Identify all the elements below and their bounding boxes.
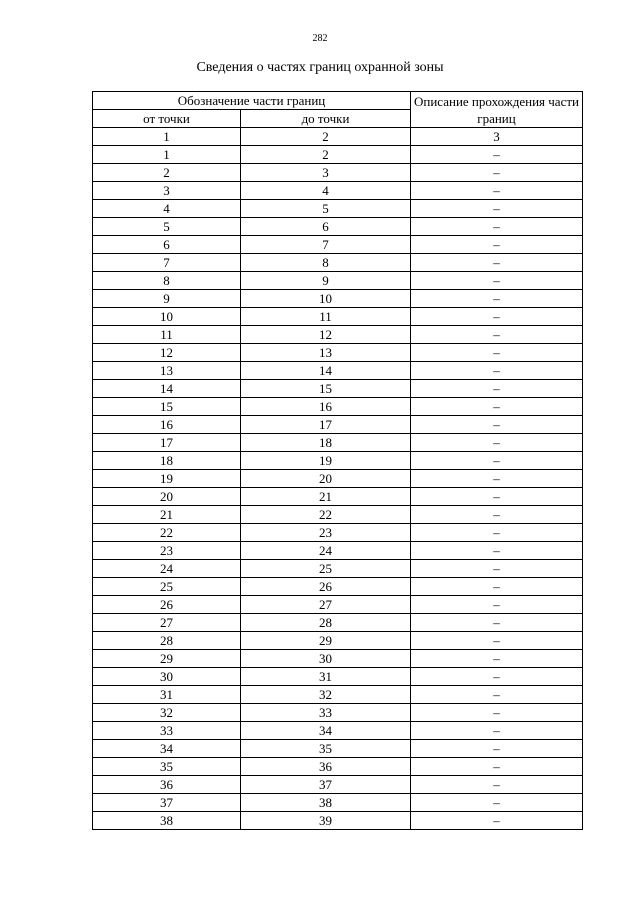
- table-row: [93, 254, 583, 272]
- cell-to-point: 31: [241, 668, 411, 686]
- table-row: [93, 560, 583, 578]
- cell-description: –: [411, 200, 583, 218]
- cell-description: –: [411, 542, 583, 560]
- cell-description: –: [411, 146, 583, 164]
- cell-to-point: 37: [241, 776, 411, 794]
- cell-to-point: 25: [241, 560, 411, 578]
- cell-from-point: 18: [93, 452, 241, 470]
- cell-description: –: [411, 578, 583, 596]
- table-row: [93, 686, 583, 704]
- cell-description: –: [411, 362, 583, 380]
- cell-description: –: [411, 596, 583, 614]
- cell-to-point: 21: [241, 488, 411, 506]
- cell-to-point: 36: [241, 758, 411, 776]
- cell-to-point: 39: [241, 812, 411, 830]
- cell-from-point: 30: [93, 668, 241, 686]
- cell-description: –: [411, 290, 583, 308]
- cell-from-point: 12: [93, 344, 241, 362]
- table-row: [93, 452, 583, 470]
- cell-to-point: 15: [241, 380, 411, 398]
- column-index-row: [93, 128, 583, 146]
- cell-to-point: 5: [241, 200, 411, 218]
- cell-from-point: 26: [93, 596, 241, 614]
- column-index-to: 2: [241, 128, 411, 146]
- cell-to-point: 23: [241, 524, 411, 542]
- cell-from-point: 29: [93, 650, 241, 668]
- cell-description: –: [411, 398, 583, 416]
- cell-from-point: 34: [93, 740, 241, 758]
- cell-description: –: [411, 524, 583, 542]
- table-row: [93, 326, 583, 344]
- cell-description: –: [411, 218, 583, 236]
- cell-description: –: [411, 488, 583, 506]
- cell-to-point: 3: [241, 164, 411, 182]
- cell-from-point: 1: [93, 146, 241, 164]
- header-boundary-designation: Обозначение части границ: [93, 92, 411, 110]
- column-index-from: 1: [93, 128, 241, 146]
- cell-from-point: 21: [93, 506, 241, 524]
- cell-to-point: 13: [241, 344, 411, 362]
- table-row: [93, 434, 583, 452]
- cell-to-point: 4: [241, 182, 411, 200]
- table-row: [93, 632, 583, 650]
- cell-description: –: [411, 308, 583, 326]
- cell-from-point: 33: [93, 722, 241, 740]
- cell-from-point: 4: [93, 200, 241, 218]
- table-row: [93, 182, 583, 200]
- cell-description: –: [411, 236, 583, 254]
- cell-description: –: [411, 668, 583, 686]
- cell-description: –: [411, 560, 583, 578]
- cell-to-point: 20: [241, 470, 411, 488]
- table-row: [93, 704, 583, 722]
- cell-to-point: 33: [241, 704, 411, 722]
- table-row: [93, 524, 583, 542]
- cell-to-point: 27: [241, 596, 411, 614]
- cell-description: –: [411, 704, 583, 722]
- cell-description: –: [411, 776, 583, 794]
- cell-to-point: 29: [241, 632, 411, 650]
- table-row: [93, 146, 583, 164]
- table-body: [93, 128, 583, 830]
- table-row: [93, 290, 583, 308]
- cell-description: –: [411, 272, 583, 290]
- cell-from-point: 38: [93, 812, 241, 830]
- table-row: [93, 218, 583, 236]
- table-row: [93, 272, 583, 290]
- cell-description: –: [411, 722, 583, 740]
- cell-description: –: [411, 380, 583, 398]
- table-row: [93, 668, 583, 686]
- cell-from-point: 32: [93, 704, 241, 722]
- table-row: [93, 398, 583, 416]
- cell-from-point: 9: [93, 290, 241, 308]
- cell-to-point: 35: [241, 740, 411, 758]
- cell-description: –: [411, 470, 583, 488]
- table-row: [93, 308, 583, 326]
- cell-from-point: 36: [93, 776, 241, 794]
- cell-description: –: [411, 506, 583, 524]
- cell-description: –: [411, 164, 583, 182]
- cell-to-point: 2: [241, 146, 411, 164]
- cell-from-point: 7: [93, 254, 241, 272]
- cell-from-point: 35: [93, 758, 241, 776]
- table-row: [93, 596, 583, 614]
- cell-to-point: 6: [241, 218, 411, 236]
- header-row-group: [93, 92, 583, 110]
- table-row: [93, 758, 583, 776]
- cell-from-point: 3: [93, 182, 241, 200]
- cell-from-point: 24: [93, 560, 241, 578]
- boundary-parts-table: [92, 91, 583, 830]
- cell-from-point: 11: [93, 326, 241, 344]
- table-row: [93, 362, 583, 380]
- cell-to-point: 14: [241, 362, 411, 380]
- cell-description: –: [411, 254, 583, 272]
- cell-description: –: [411, 614, 583, 632]
- cell-description: –: [411, 758, 583, 776]
- table-row: [93, 650, 583, 668]
- table-row: [93, 794, 583, 812]
- table-row: [93, 506, 583, 524]
- cell-to-point: 28: [241, 614, 411, 632]
- cell-from-point: 31: [93, 686, 241, 704]
- cell-from-point: 37: [93, 794, 241, 812]
- table-row: [93, 740, 583, 758]
- cell-to-point: 12: [241, 326, 411, 344]
- cell-from-point: 20: [93, 488, 241, 506]
- cell-to-point: 30: [241, 650, 411, 668]
- cell-to-point: 38: [241, 794, 411, 812]
- table-row: [93, 542, 583, 560]
- cell-description: –: [411, 632, 583, 650]
- table-row: [93, 812, 583, 830]
- cell-to-point: 16: [241, 398, 411, 416]
- table-header: [93, 92, 583, 128]
- table-row: [93, 236, 583, 254]
- cell-to-point: 10: [241, 290, 411, 308]
- cell-from-point: 28: [93, 632, 241, 650]
- cell-to-point: 24: [241, 542, 411, 560]
- cell-from-point: 13: [93, 362, 241, 380]
- cell-from-point: 14: [93, 380, 241, 398]
- cell-description: –: [411, 452, 583, 470]
- table-row: [93, 416, 583, 434]
- cell-from-point: 15: [93, 398, 241, 416]
- cell-from-point: 27: [93, 614, 241, 632]
- cell-to-point: 9: [241, 272, 411, 290]
- cell-to-point: 7: [241, 236, 411, 254]
- column-index-desc: 3: [411, 128, 583, 146]
- cell-from-point: 19: [93, 470, 241, 488]
- table-row: [93, 722, 583, 740]
- cell-to-point: 26: [241, 578, 411, 596]
- header-to-point: до точки: [241, 110, 411, 128]
- cell-from-point: 2: [93, 164, 241, 182]
- page-title: Сведения о частях границ охранной зоны: [196, 60, 444, 75]
- cell-from-point: 22: [93, 524, 241, 542]
- cell-from-point: 5: [93, 218, 241, 236]
- cell-description: –: [411, 182, 583, 200]
- header-description: Описание прохождения части границ: [411, 92, 583, 128]
- page-number: 282: [312, 33, 328, 44]
- table-row: [93, 200, 583, 218]
- header-from-point: от точки: [93, 110, 241, 128]
- cell-description: –: [411, 686, 583, 704]
- cell-from-point: 8: [93, 272, 241, 290]
- cell-description: –: [411, 434, 583, 452]
- table-row: [93, 614, 583, 632]
- cell-description: –: [411, 740, 583, 758]
- cell-description: –: [411, 650, 583, 668]
- cell-to-point: 22: [241, 506, 411, 524]
- table-row: [93, 470, 583, 488]
- cell-from-point: 6: [93, 236, 241, 254]
- table-row: [93, 578, 583, 596]
- table-row: [93, 380, 583, 398]
- table-row: [93, 164, 583, 182]
- cell-description: –: [411, 812, 583, 830]
- cell-from-point: 25: [93, 578, 241, 596]
- cell-from-point: 10: [93, 308, 241, 326]
- cell-description: –: [411, 794, 583, 812]
- cell-from-point: 17: [93, 434, 241, 452]
- cell-to-point: 32: [241, 686, 411, 704]
- cell-from-point: 23: [93, 542, 241, 560]
- cell-to-point: 34: [241, 722, 411, 740]
- cell-description: –: [411, 344, 583, 362]
- cell-to-point: 19: [241, 452, 411, 470]
- cell-to-point: 18: [241, 434, 411, 452]
- table-row: [93, 776, 583, 794]
- cell-to-point: 11: [241, 308, 411, 326]
- table-row: [93, 488, 583, 506]
- cell-to-point: 17: [241, 416, 411, 434]
- cell-to-point: 8: [241, 254, 411, 272]
- table-row: [93, 344, 583, 362]
- cell-description: –: [411, 326, 583, 344]
- cell-description: –: [411, 416, 583, 434]
- cell-from-point: 16: [93, 416, 241, 434]
